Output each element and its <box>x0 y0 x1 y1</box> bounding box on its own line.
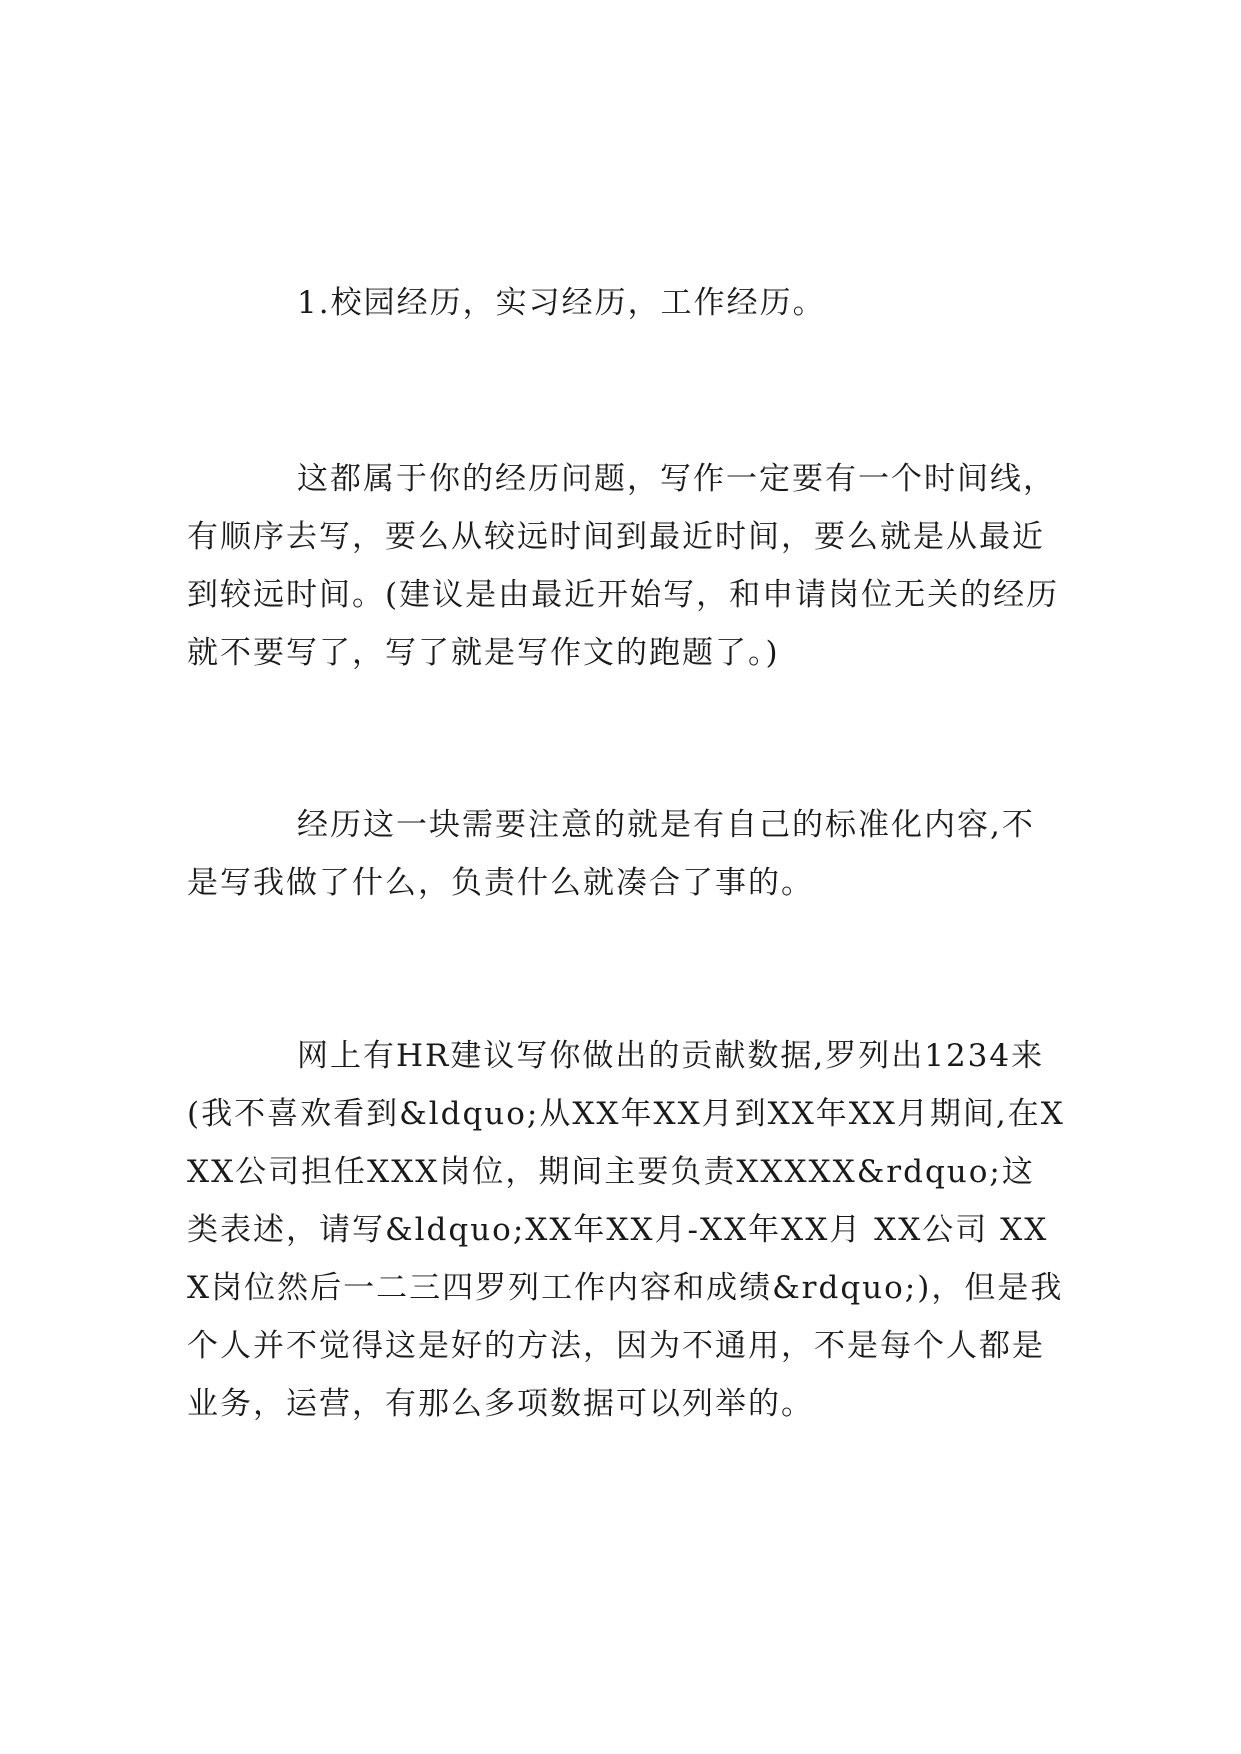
paragraph-contribution-data: 网上有HR建议写你做出的贡献数据,罗列出1234来(我不喜欢看到&ldquo;从XX年XX月到XX年XX月期间,在XXX公司担任XXX岗位，期间主要负责XXXXX&rdquo;这类表述，请写&ldquo;XX年XX月-XX年XX月 XX公司 XXX岗位然后一二三四罗列工作内容和成绩&rdquo;)，但是我个人并不觉得这是好的方法，因为不通用，不是每个人都是业务，运营，有那么多项数据可以列举的。 <box>187 1038 1065 1422</box>
paragraph-experience-types: 1.校园经历，实习经历，工作经历。 <box>297 285 826 321</box>
paragraph-timeline-advice: 这都属于你的经历问题，写作一定要有一个时间线，有顺序去写，要么从较远时间到最近时间，要么就是从最近到较远时间。(建议是由最近开始写，和申请岗位无关的经历就不要写了，写了就是写作文的跑题了。) <box>187 461 1060 671</box>
paragraph-standardized-content: 经历这一块需要注意的就是有自己的标准化内容,不是写我做了什么，负责什么就凑合了事的。 <box>187 807 1035 901</box>
